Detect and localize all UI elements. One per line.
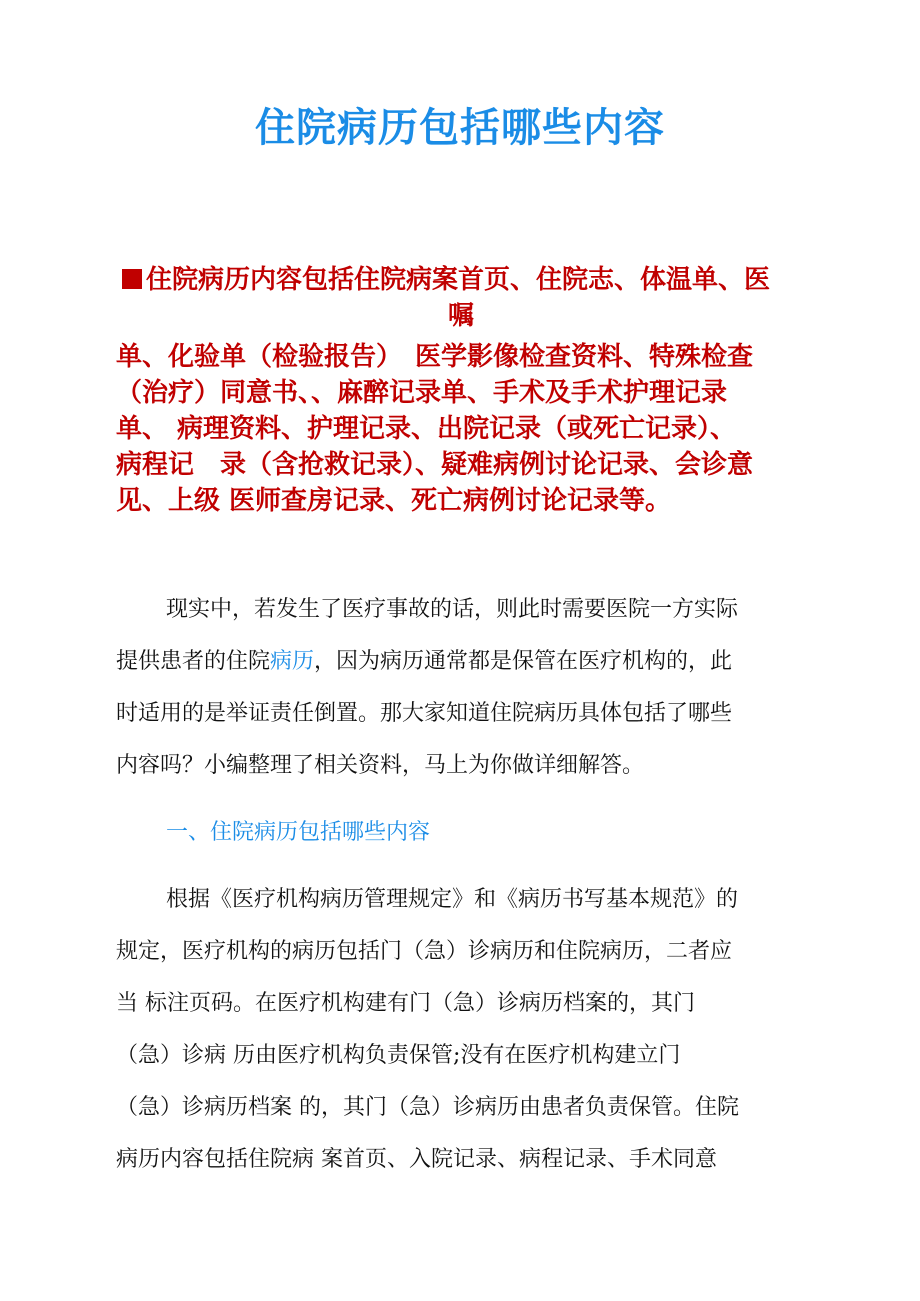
summary-line-6: 病程记 录（含抢救记录）、疑难病例讨论记录、会诊意 (116, 450, 754, 480)
medical-record-link[interactable]: 病历 (270, 649, 315, 674)
summary-line-3: 单、化验单（检验报告） 医学影像检查资料、特殊检查 (116, 342, 754, 372)
intro-line-4: 内容吗？小编整理了相关资料，马上为你做详细解答。 (116, 753, 645, 778)
summary-line-7: 见、上级 医师查房记录、死亡病例讨论记录等。 (116, 486, 672, 516)
intro-line-3: 时适用的是举证责任倒置。那大家知道住院病历具体包括了哪些 (116, 701, 733, 726)
intro-line-2: 提供患者的住院病历，因为病历通常都是保管在医疗机构的，此 (116, 649, 733, 674)
page-title: 住院病历包括哪些内容 (255, 105, 665, 151)
section-1-heading: 一、住院病历包括哪些内容 (166, 820, 431, 845)
section-1-line-1: 根据《医疗机构病历管理规定》和《病历书写基本规范》的 (166, 887, 739, 912)
summary-line-2: 嘱 (448, 301, 475, 331)
section-1-line-3: 当 标注页码。在医疗机构建有门（急）诊病历档案的，其门 (116, 991, 695, 1016)
square-bullet-icon (122, 269, 142, 289)
intro-line-1: 现实中，若发生了医疗事故的话，则此时需要医院一方实际 (166, 597, 739, 622)
section-1-line-2: 规定，医疗机构的病历包括门（急）诊病历和住院病历，二者应 (116, 939, 733, 964)
summary-line-4: （治疗）同意书、、麻醉记录单、手术及手术护理记录 (116, 378, 728, 408)
section-1-line-4: （急）诊病 历由医疗机构负责保管;没有在医疗机构建立门 (116, 1043, 681, 1068)
section-1-line-5: （急）诊病历档案 的，其门（急）诊病历由患者负责保管。住院 (116, 1095, 739, 1120)
summary-line-1: 住院病历内容包括住院病案首页、住院志、体温单、医 (122, 262, 770, 298)
section-1-line-6: 病历内容包括住院病 案首页、入院记录、病程记录、手术同意 (116, 1147, 717, 1172)
summary-line-5: 单、 病理资料、护理记录、出院记录（或死亡记录）、 (116, 414, 737, 444)
